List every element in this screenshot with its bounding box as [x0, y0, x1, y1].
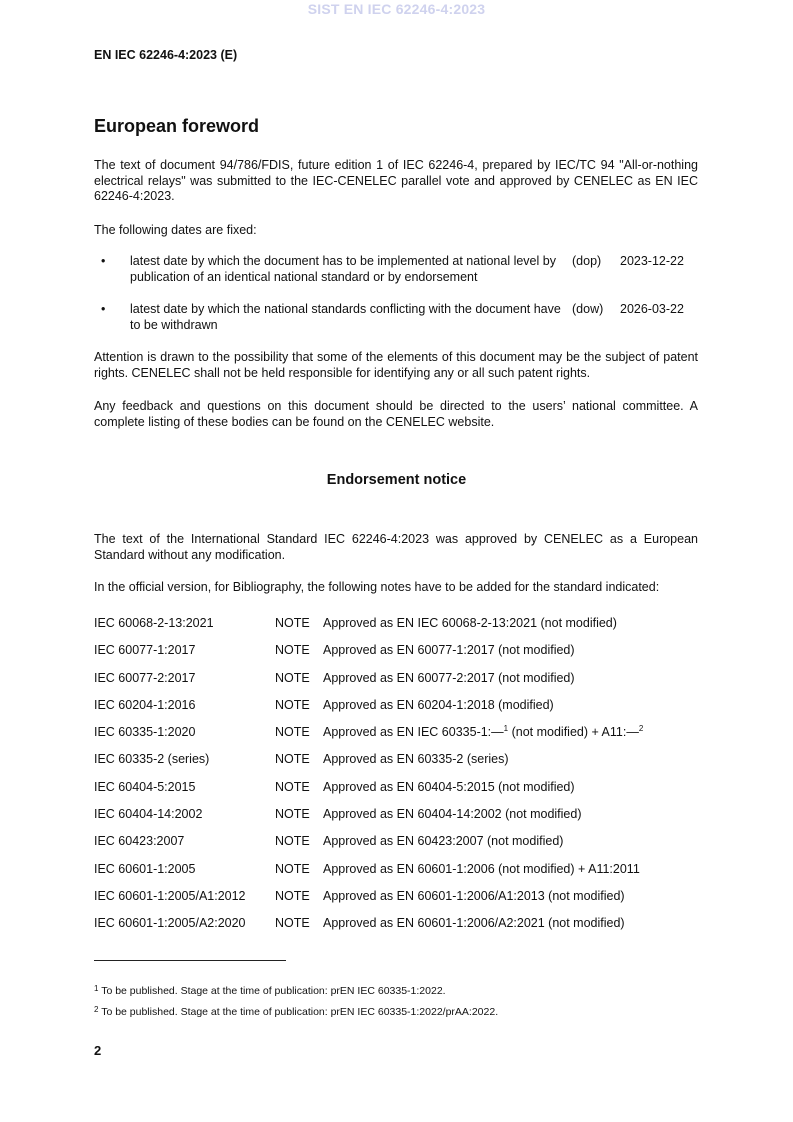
footnote-mark: 2 [94, 1005, 99, 1014]
dates-intro: The following dates are fixed: [94, 223, 257, 237]
note-text: Approved as EN 60204-1:2018 (modified) [323, 697, 554, 712]
note-label: NOTE [275, 725, 310, 740]
note-standard: IEC 60404-14:2002 [94, 807, 203, 822]
bullet-code: (dop) [572, 254, 602, 268]
footnote-ref-1[interactable]: 1 [503, 724, 509, 734]
endorsement-title: Endorsement notice [326, 472, 467, 488]
note-row [94, 616, 714, 643]
document-id-header: EN IEC 62246-4:2023 (E) [94, 48, 238, 62]
note-text: Approved as EN 60601-1:2006/A1:2013 (not modified) [323, 888, 625, 903]
note-text: Approved as EN IEC 60068-2-13:2021 (not modified) [323, 616, 617, 630]
note-standard: IEC 60601-1:2005/A1:2012 [94, 888, 246, 903]
note-standard: IEC 60601-1:2005 [94, 861, 196, 876]
note-row [94, 752, 714, 779]
footnote-text: To be published. Stage at the time of publication: prEN IEC 60335-1:2022/prAA:2022. [101, 1006, 499, 1018]
note-label: NOTE [275, 807, 310, 822]
page-number: 2 [94, 1043, 102, 1058]
note-label: NOTE [275, 616, 310, 630]
note-row [94, 780, 714, 807]
note-label: NOTE [275, 643, 310, 658]
note-row [94, 862, 714, 889]
footnote-mark: 1 [94, 984, 99, 993]
note-standard: IEC 60335-2 (series) [94, 752, 210, 767]
foreword-title: European foreword [94, 116, 260, 136]
note-row [94, 671, 714, 698]
note-label: NOTE [275, 861, 310, 876]
footnote-separator [94, 960, 286, 961]
note-text: Approved as EN 60601-1:2006 (not modified) + A11:2011 [323, 861, 640, 876]
bullet-text: latest date by which the national standards conflicting with the document have to be withdrawn [130, 302, 561, 332]
note-text: Approved as EN 60077-2:2017 (not modified) [323, 670, 575, 685]
note-row [94, 698, 714, 725]
bullet-date: 2026-03-22 [620, 302, 684, 316]
patent-paragraph: Attention is drawn to the possibility that some of the elements of this document may be the subject of patent rights. CENELEC shall not be held responsible for identifying any or all such patent rights. [94, 350, 698, 380]
footnote-2 [94, 1006, 498, 1018]
note-standard: IEC 60077-2:2017 [94, 670, 196, 685]
note-label: NOTE [275, 670, 310, 685]
note-text: Approved as EN 60077-1:2017 (not modified) [323, 643, 575, 658]
note-label: NOTE [275, 834, 310, 849]
bibliography-notes-list [94, 616, 714, 944]
bullet-code: (dow) [572, 302, 604, 316]
footnote-1 [94, 985, 446, 997]
note-text: Approved as EN 60404-5:2015 (not modified) [323, 779, 575, 794]
note-row [94, 889, 714, 916]
note-standard: IEC 60601-1:2005/A2:2020 [94, 916, 246, 931]
note-standard: IEC 60335-1:2020 [94, 725, 196, 740]
note-standard: IEC 60404-5:2015 [94, 779, 196, 794]
footnote-ref-2[interactable]: 2 [638, 724, 644, 734]
note-row [94, 916, 714, 943]
bullet-text: latest date by which the document has to be implemented at national level by publication of an identical national standard or by endorsement [130, 254, 556, 284]
note-row [94, 834, 714, 861]
note-row [94, 725, 714, 752]
note-text [323, 725, 643, 739]
note-standard: IEC 60077-1:2017 [94, 643, 196, 658]
bullet-marker: • [101, 302, 106, 316]
note-label: NOTE [275, 752, 310, 767]
bullet-date: 2023-12-22 [620, 254, 684, 268]
note-text: Approved as EN 60423:2007 (not modified) [323, 834, 564, 849]
note-standard: IEC 60204-1:2016 [94, 697, 196, 712]
note-text: Approved as EN 60404-14:2002 (not modified) [323, 807, 582, 822]
note-text: Approved as EN 60601-1:2006/A2:2021 (not modified) [323, 916, 625, 931]
note-label: NOTE [275, 888, 310, 903]
note-label: NOTE [275, 779, 310, 794]
note-label: NOTE [275, 916, 310, 931]
note-standard: IEC 60423:2007 [94, 834, 185, 849]
note-text-part: Approved as EN IEC 60335-1:— [323, 725, 504, 740]
foreword-intro: The text of document 94/786/FDIS, future edition 1 of IEC 62246-4, prepared by IEC/TC 94 "All-or-nothing electrical relays" was submitted to the IEC-CENELEC parallel vote and approved by CENELEC as EN IEC 62246-4:2023. [94, 158, 698, 203]
watermark: SIST EN IEC 62246-4:2023 [307, 1, 486, 17]
note-text: Approved as EN 60335-2 (series) [323, 752, 509, 767]
bullet-marker: • [101, 254, 106, 268]
note-text-part: (not modified) + A11:— [508, 725, 639, 740]
notes-intro: In the official version, for Bibliography, the following notes have to be added for the standard indicated: [94, 580, 660, 594]
endorsement-text: The text of the International Standard IEC 62246-4:2023 was approved by CENELEC as a European Standard without any modification. [94, 532, 698, 562]
feedback-paragraph: Any feedback and questions on this document should be directed to the users’ national committee. A complete listing of these bodies can be found on the CENELEC website. [94, 399, 698, 429]
note-standard: IEC 60068-2-13:2021 [94, 616, 214, 630]
footnote-text: To be published. Stage at the time of publication: prEN IEC 60335-1:2022. [101, 985, 446, 997]
note-label: NOTE [275, 697, 310, 712]
note-row [94, 643, 714, 670]
note-row [94, 807, 714, 834]
